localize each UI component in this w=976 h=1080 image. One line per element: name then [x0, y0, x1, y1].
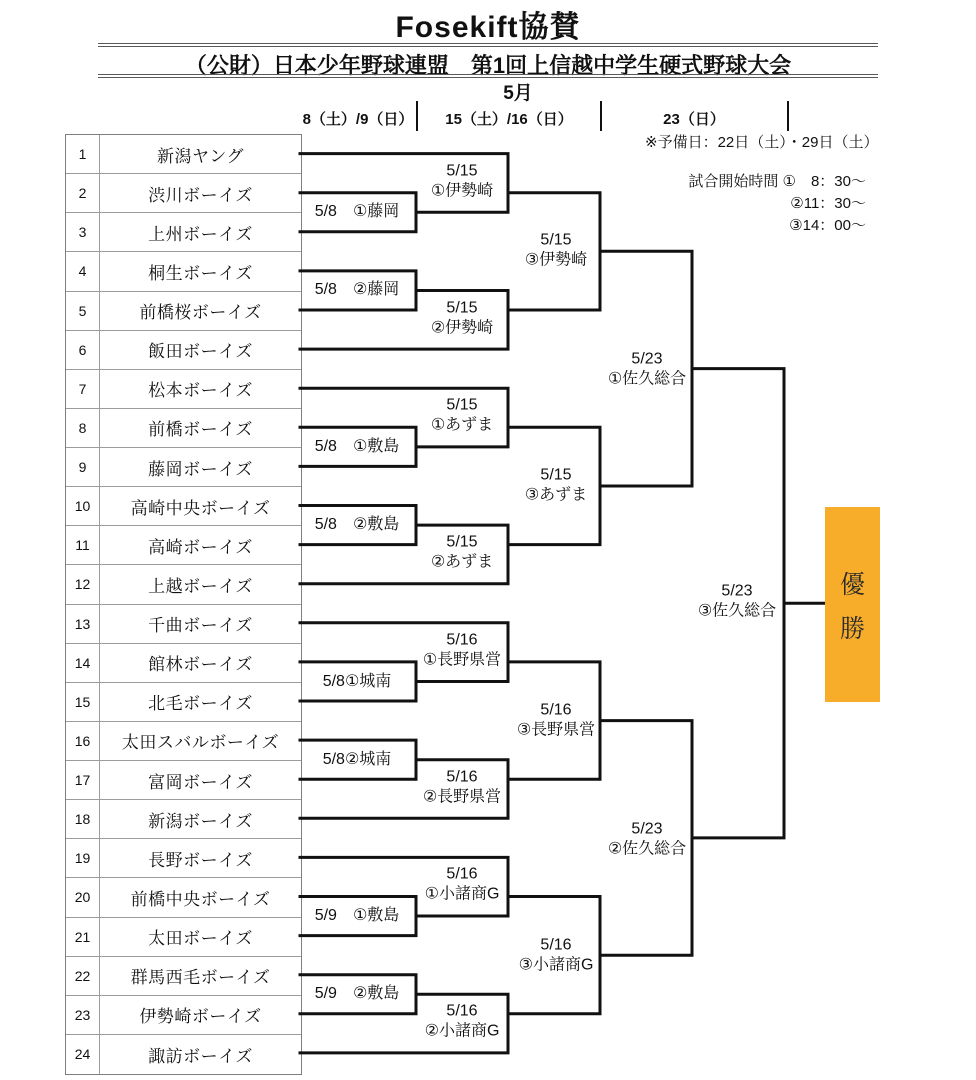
match-venue: ①小諸商G [424, 885, 500, 902]
match-date: 5/15 [446, 396, 478, 414]
team-seed: 11 [66, 526, 100, 564]
team-name: 高崎中央ボーイズ [130, 498, 271, 518]
team-name: 渋川ボーイズ [148, 185, 253, 205]
match-venue: ②伊勢崎 [430, 319, 494, 336]
match-label-semifinal-2 [608, 819, 686, 858]
match-label-round3-4 [519, 935, 594, 974]
match-label-round1-7: 5/9 ①敷島 [314, 907, 400, 925]
date-column-1: 8（土）/9（日） [302, 111, 414, 128]
champion-box [825, 507, 880, 702]
champion-label-char: 優 [839, 570, 865, 599]
match-date: 5/16 [540, 701, 572, 719]
match-venue: ②佐久総合 [607, 840, 687, 857]
match-label-round2-7 [425, 864, 500, 903]
start-time-line-2: ②11：30～ [790, 195, 866, 212]
match-date: 5/23 [721, 582, 753, 600]
team-name: 北毛ボーイズ [148, 694, 253, 714]
match-date: 5/15 [540, 466, 572, 484]
team-seed: 6 [66, 331, 100, 369]
team-seed: 12 [66, 565, 100, 603]
team-name: 長野ボーイズ [148, 850, 253, 870]
team-seed: 21 [66, 918, 100, 956]
team-name: 松本ボーイズ [148, 381, 253, 401]
match-label-round3-1 [525, 230, 587, 269]
match-label-round1-4: 5/8 ②敷島 [314, 516, 400, 534]
team-seed: 17 [66, 761, 100, 799]
team-name: 太田スバルボーイズ [121, 733, 280, 753]
month-label: 5月 [503, 83, 533, 104]
match-date: 5/16 [540, 936, 572, 954]
team-seed: 16 [66, 722, 100, 760]
team-seed: 23 [66, 996, 100, 1034]
sponsor-title: Fosekift協賛 [395, 11, 581, 44]
match-venue: ③長野県営 [516, 721, 596, 738]
match-venue: ③佐久総合 [697, 602, 777, 619]
match-label-round1-5: 5/8①城南 [322, 673, 392, 691]
team-seed: 9 [66, 448, 100, 486]
tournament-title: （公財）日本少年野球連盟 第1回上信越中学生硬式野球大会 [184, 53, 792, 78]
team-seed: 10 [66, 487, 100, 525]
team-seed: 13 [66, 605, 100, 643]
team-seed: 2 [66, 174, 100, 212]
reserve-days-note: ※予備日：22日（土）・29日（土） [645, 134, 879, 151]
team-name: 上州ボーイズ [148, 224, 253, 244]
date-column-2: 15（土）/16（日） [445, 111, 573, 128]
match-date: 5/15 [446, 533, 478, 551]
date-column-3: 23（日） [663, 111, 725, 128]
team-name: 桐生ボーイズ [148, 263, 253, 283]
match-label-round2-2 [431, 298, 493, 337]
champion-label-char: 勝 [839, 614, 865, 643]
team-seed: 4 [66, 252, 100, 290]
match-date: 5/16 [446, 865, 478, 883]
team-name: 高崎ボーイズ [148, 537, 253, 557]
match-label-round2-3 [431, 395, 493, 434]
match-date: 5/15 [446, 299, 478, 317]
match-date: 5/16 [446, 768, 478, 786]
match-label-round1-8: 5/9 ②敷島 [314, 985, 400, 1003]
match-label-round1-2: 5/8 ②藤岡 [314, 281, 400, 299]
match-date: 5/15 [446, 162, 478, 180]
match-venue: ③伊勢崎 [524, 251, 588, 268]
match-label-round2-6 [423, 767, 501, 806]
team-seed: 3 [66, 213, 100, 251]
match-date: 5/23 [631, 820, 663, 838]
match-label-round3-2 [525, 465, 587, 504]
team-seed: 15 [66, 683, 100, 721]
match-label-final [698, 581, 776, 620]
team-seed: 18 [66, 800, 100, 838]
team-seed: 8 [66, 409, 100, 447]
team-seed: 14 [66, 644, 100, 682]
team-name: 飯田ボーイズ [148, 342, 253, 362]
team-seed: 24 [66, 1035, 100, 1074]
match-venue: ②あずま [430, 553, 494, 570]
team-name: 藤岡ボーイズ [148, 459, 253, 479]
team-name: 太田ボーイズ [148, 929, 253, 949]
team-name: 前橋中央ボーイズ [130, 889, 271, 909]
match-venue: ②長野県営 [422, 788, 502, 805]
match-venue: ③あずま [524, 486, 588, 503]
team-name: 新潟ボーイズ [148, 811, 253, 831]
match-date: 5/16 [446, 631, 478, 649]
team-seed: 22 [66, 957, 100, 995]
team-name: 新潟ヤング [157, 146, 244, 166]
team-name: 群馬西毛ボーイズ [130, 968, 271, 988]
match-label-round3-3 [517, 700, 595, 739]
match-label-round2-8 [425, 1001, 500, 1040]
start-time-line-3: ③14：00～ [789, 217, 866, 234]
team-seed: 19 [66, 839, 100, 877]
team-seed: 20 [66, 878, 100, 916]
team-seed: 7 [66, 370, 100, 408]
team-name: 富岡ボーイズ [148, 772, 253, 792]
match-label-round2-4 [431, 532, 493, 571]
match-venue: ①長野県営 [422, 651, 502, 668]
match-label-round1-1: 5/8 ①藤岡 [314, 203, 400, 221]
team-seed: 1 [66, 135, 100, 173]
match-label-round2-5 [423, 630, 501, 669]
team-name: 上越ボーイズ [148, 576, 253, 596]
match-venue: ①伊勢崎 [430, 182, 494, 199]
team-name: 前橋桜ボーイズ [139, 303, 262, 323]
start-time-line-1: 試合開始時間 ① 8：30～ [688, 173, 866, 190]
match-venue: ③小諸商G [518, 956, 594, 973]
team-name: 諏訪ボーイズ [148, 1046, 253, 1066]
match-venue: ①あずま [430, 416, 494, 433]
team-seed: 5 [66, 292, 100, 330]
match-date: 5/16 [446, 1002, 478, 1020]
match-label-round1-3: 5/8 ①敷島 [314, 438, 400, 456]
match-venue: ①佐久総合 [607, 370, 687, 387]
match-label-round1-6: 5/8②城南 [322, 751, 392, 769]
team-name: 館林ボーイズ [148, 655, 253, 675]
match-venue: ②小諸商G [424, 1022, 500, 1039]
match-label-round2-1 [431, 161, 493, 200]
match-date: 5/15 [540, 231, 572, 249]
team-name: 前橋ボーイズ [148, 420, 253, 440]
team-name: 千曲ボーイズ [148, 616, 253, 636]
match-date: 5/23 [631, 350, 663, 368]
match-label-semifinal-1 [608, 349, 686, 388]
team-name: 伊勢崎ボーイズ [139, 1007, 262, 1027]
